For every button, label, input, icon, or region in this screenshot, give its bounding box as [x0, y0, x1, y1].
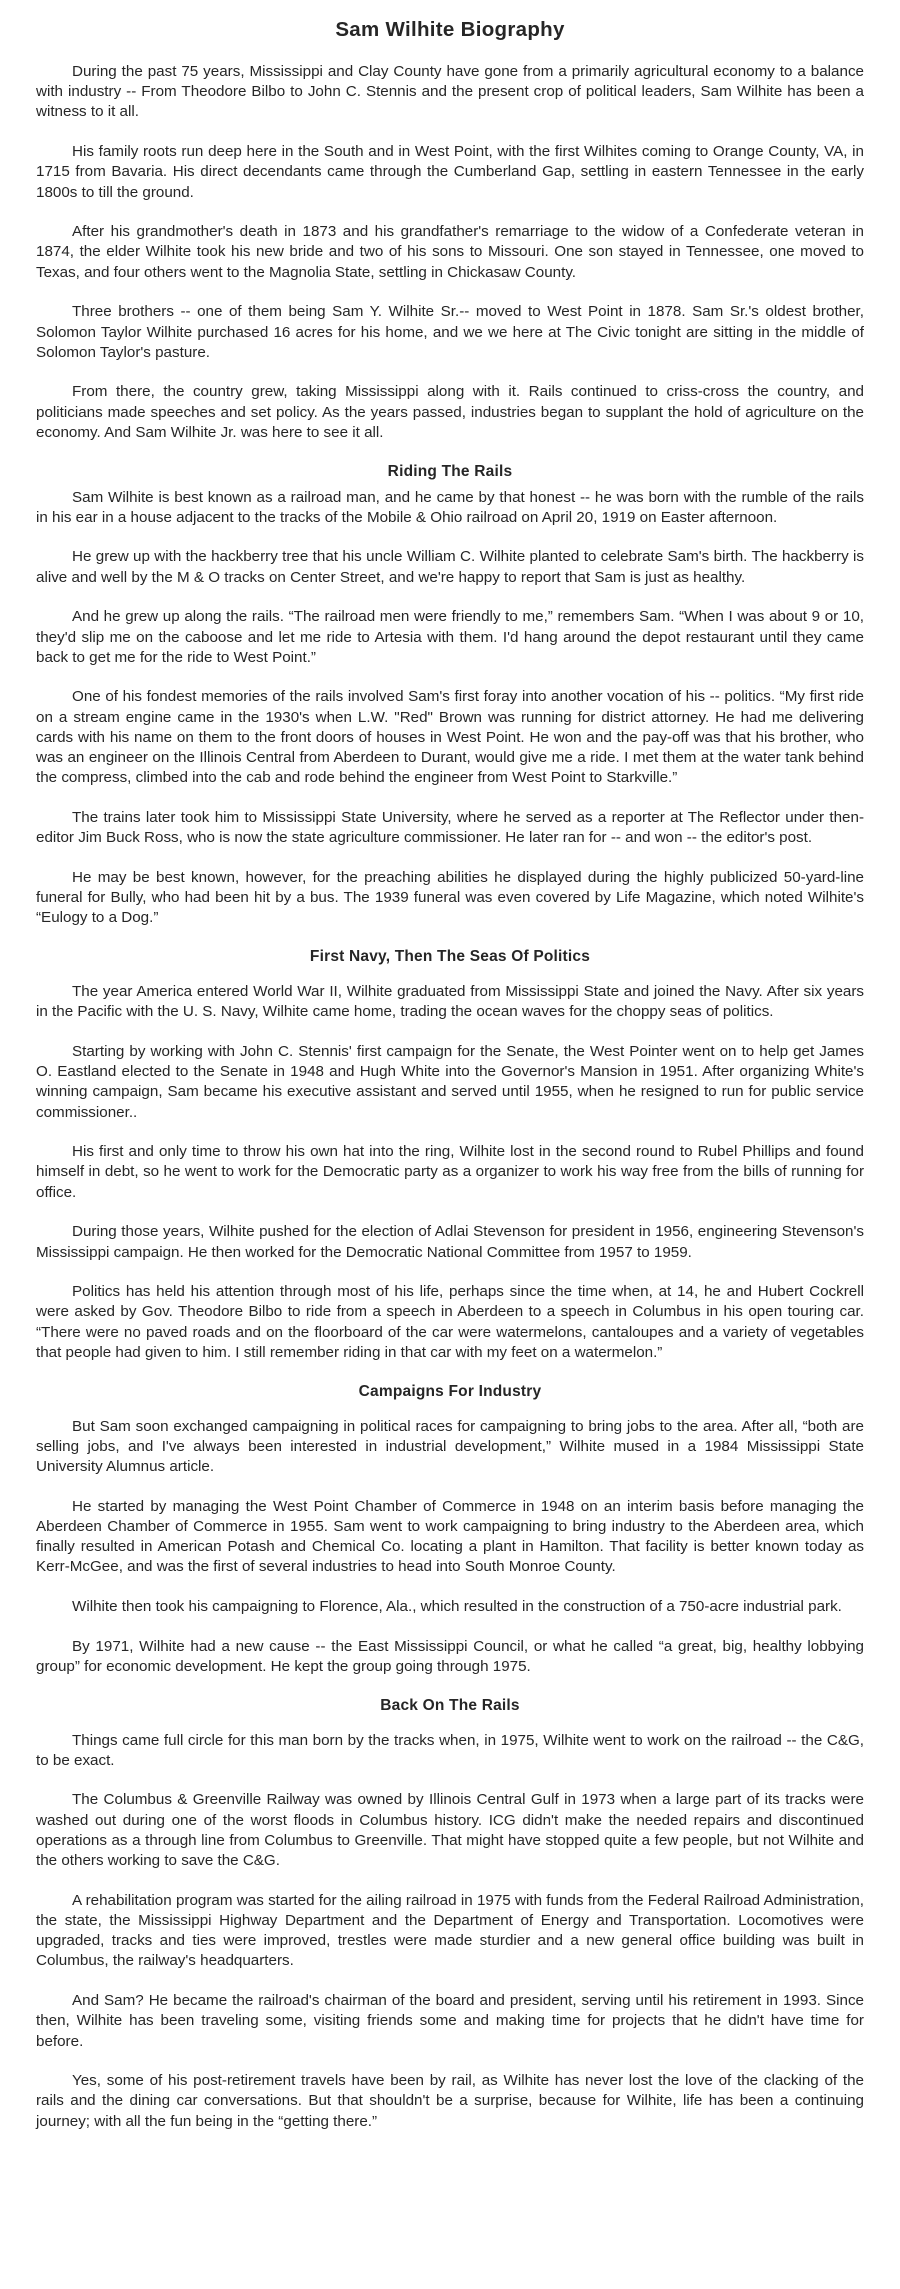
paragraph: Wilhite then took his campaigning to Florence, Ala., which resulted in the construction of a 750-acre industrial park. [72, 1597, 842, 1615]
paragraph: Three brothers -- one of them being Sam Y. Wilhite Sr.-- moved to West Point in 1878. Sam Sr.'s oldest brother, Solomon Taylor Wilhite purchased 16 acres for his home, and we we here at The Civic tonight are sitting in the middle of Solomon Taylor's pasture. [36, 303, 864, 361]
section-heading: First Navy, Then The Seas Of Politics [309, 948, 591, 965]
paragraph: Politics has held his attention through most of his life, perhaps since the time when, at 14, he and Hubert Cockrell were asked by Gov. Theodore Bilbo to ride from a speech in Aberdeen to a speech in Columbus in his open touring car. “There were no paved roads and on the floorboard of the car were watermelons, cantaloupes and a variety of vegetables that people had given to him. I still remember riding in that car with my feet on a watermelon.” [36, 1283, 864, 1361]
paragraph: Things came full circle for this man born by the tracks when, in 1975, Wilhite went to work on the railroad -- the C&G, to be exact. [36, 1731, 864, 1769]
paragraph: His first and only time to throw his own hat into the ring, Wilhite lost in the second round to Rubel Phillips and found himself in debt, so he went to work for the Democratic party as a organizer to work his way free from the bills of running for office. [36, 1143, 864, 1201]
paragraph: Sam Wilhite is best known as a railroad man, and he came by that honest -- he was born with the rumble of the rails in his ear in a house adjacent to the tracks of the Mobile & Ohio railroad on April 20, 1919 on Easter afternoon. [36, 488, 864, 526]
paragraph: The Columbus & Greenville Railway was owned by Illinois Central Gulf in 1973 when a large part of its tracks were washed out during one of the worst floods in Columbus history. ICG didn't make the needed repairs and discontinued operations as a through line from Columbus to Greenville. That might have stopped quite a few people, but not Wilhite and the others working to save the C&G. [36, 1791, 864, 1870]
paragraph: And he grew up along the rails. “The railroad men were friendly to me,” remembers Sam. “When I was about 9 or 10, they'd slip me on the caboose and let me ride to Artesia with them. I'd hang around the depot restaurant until they came back to get me for the ride to West Point.” [36, 608, 864, 666]
section-heading: Campaigns For Industry [358, 1382, 542, 1400]
paragraph: He may be best known, however, for the preaching abilities he displayed during the highly publicized 50-yard-line funeral for Bully, who had been hit by a bus. The 1939 funeral was even covered by Life Magazine, which noted Wilhite's “Eulogy to a Dog.” [36, 868, 864, 927]
paragraph: But Sam soon exchanged campaigning in political races for campaigning to bring jobs to the area. After all, “both are selling jobs, and I've always been interested in industrial development,” Wilhite mused in a 1984 Mississippi State University Alumnus article. [36, 1417, 864, 1475]
paragraph: And Sam? He became the railroad's chairman of the board and president, serving until his retirement in 1993. Since then, Wilhite has been traveling some, visiting friends some and making time for projects that he didn't have time for before. [36, 1992, 864, 2050]
paragraph: During those years, Wilhite pushed for the election of Adlai Stevenson for president in 1956, engineering Stevenson's Mississippi campaign. He then worked for the Democratic National Committee from 1957 to 1959. [36, 1223, 864, 1261]
paragraph: His family roots run deep here in the South and in West Point, with the first Wilhites coming to Orange County, VA, in 1715 from Bavaria. His direct decendants came through the Cumberland Gap, settling in eastern Tennessee in the early 1800s to till the ground. [36, 143, 864, 201]
paragraph: The year America entered World War II, Wilhite graduated from Mississippi State and joined the Navy. After six years in the Pacific with the U. S. Navy, Wilhite came home, trading the ocean waves for the choppy seas of politics. [36, 983, 864, 1021]
paragraph: During the past 75 years, Mississippi and Clay County have gone from a primarily agricultural economy to a balance with industry -- From Theodore Bilbo to John C. Stennis and the present crop of political leaders, Sam Wilhite has been a witness to it all. [36, 63, 864, 121]
paragraph: By 1971, Wilhite had a new cause -- the East Mississippi Council, or what he called “a great, big, healthy lobbying group” for economic development. He kept the group going through 1975. [36, 1637, 864, 1675]
paragraph: One of his fondest memories of the rails involved Sam's first foray into another vocation of his -- politics. “My first ride on a stream engine came in the 1930's when L.W. "Red" Brown was running for district attorney. He had me delivering cards with his name on them to the front doors of houses in West Point. He won and the pay-off was that his brother, who was an engineer on the Illinois Central from Aberdeen to Durant, would give me a ride. I met them at the water tank behind the compress, climbed into the cab and rode behind the engineer from West Point to Starkville.” [36, 688, 864, 787]
page-title: Sam Wilhite Biography [335, 18, 565, 41]
paragraph: A rehabilitation program was started for the ailing railroad in 1975 with funds from the Federal Railroad Administration, the state, the Mississippi Highway Department and the Department of Energy and Transportation. Locomotives were upgraded, tracks and ties were improved, trestles were made sturdier and a new general office building was built in Columbus, the railway's headquarters. [36, 1891, 864, 1970]
document-body [36, 62, 864, 2132]
paragraph: He started by managing the West Point Chamber of Commerce in 1948 on an interim basis before managing the Aberdeen Chamber of Commerce in 1955. Sam went to work campaigning to bring industry to the Aberdeen area, which finally resulted in American Potash and Chemical Co. locating a plant in Hamilton. That facility is better known today as Kerr-McGee, and was the first of several industries to head into South Monroe County. [36, 1497, 864, 1576]
paragraph: The trains later took him to Mississippi State University, where he served as a reporter at The Reflector under then-editor Jim Buck Ross, who is now the state agriculture commissioner. He later ran for -- and won -- the editor's post. [36, 808, 864, 847]
paragraph: After his grandmother's death in 1873 and his grandfather's remarriage to the widow of a Confederate veteran in 1874, the elder Wilhite took his new bride and two of his sons to Missouri. One son stayed in Tennessee, one moved to Texas, and four others went to the Magnolia State, settling in Chickasaw County. [36, 223, 864, 281]
paragraph: Yes, some of his post-retirement travels have been by rail, as Wilhite has never lost the love of the clacking of the rails and the dining car conversations. But that shouldn't be a surprise, because for Wilhite, life has been a continuing journey; with all the fun being in the “getting there.” [36, 2072, 864, 2130]
paragraph: From there, the country grew, taking Mississippi along with it. Rails continued to criss-cross the country, and politicians made speeches and set policy. As the years passed, industries began to supplant the hold of agriculture on the economy. And Sam Wilhite Jr. was here to see it all. [36, 383, 864, 441]
paragraph: He grew up with the hackberry tree that his uncle William C. Wilhite planted to celebrate Sam's birth. The hackberry is alive and well by the M & O tracks on Center Street, and we're happy to report that Sam is just as healthy. [36, 548, 864, 586]
section-heading: Back On The Rails [380, 1696, 520, 1714]
section-heading: Riding The Rails [387, 462, 513, 480]
paragraph: Starting by working with John C. Stennis' first campaign for the Senate, the West Pointer went on to help get James O. Eastland elected to the Senate in 1948 and Hugh White into the Governor's Mansion in 1951. After organizing White's winning campaign, Sam became his executive assistant and served until 1955, when he resigned to run for public service commissioner.. [36, 1042, 864, 1121]
